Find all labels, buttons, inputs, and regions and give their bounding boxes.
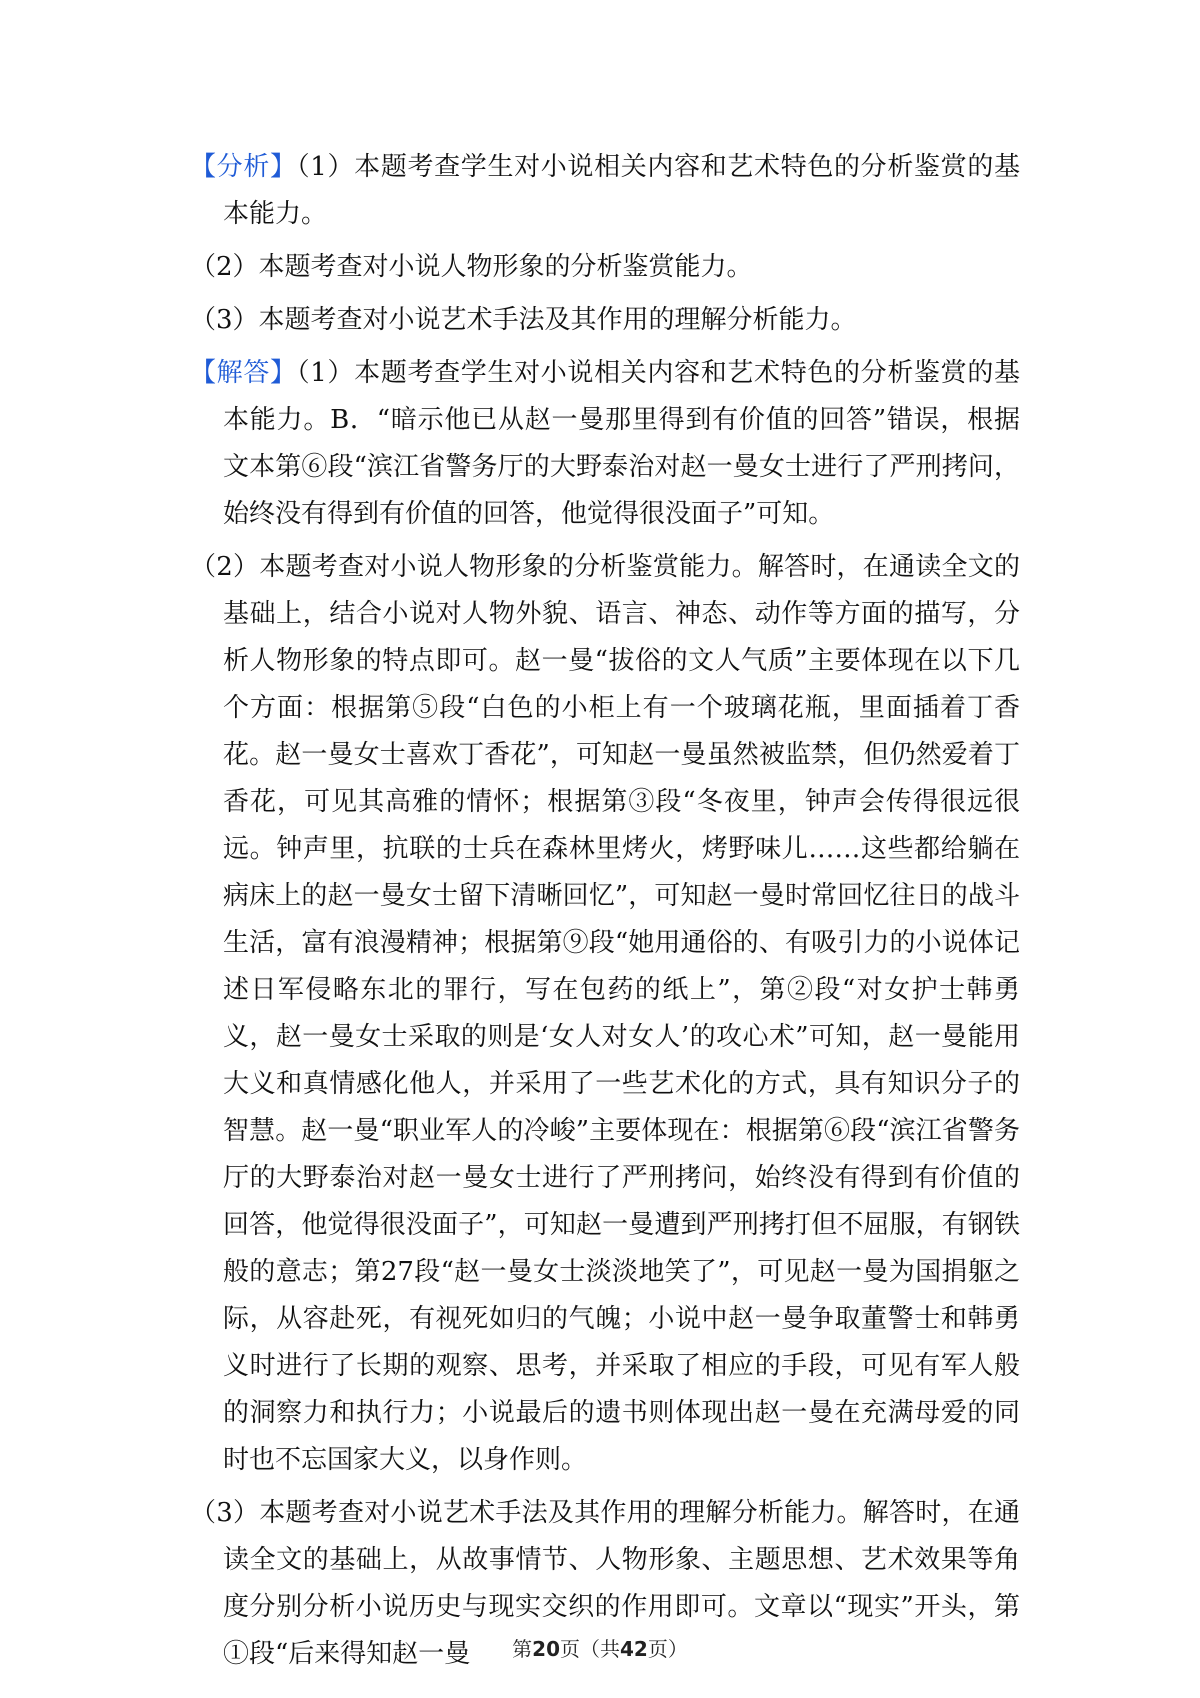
page-footer	[0, 1633, 1200, 1662]
analysis-paragraph-3: （3）本题考查对小说艺术手法及其作用的理解分析能力。	[190, 305, 857, 335]
footer-prefix: 第	[512, 1637, 533, 1661]
answer-text-1: （1）本题考查学生对小说相关内容和艺术特色的分析鉴赏的基本能力。B．“暗示他已从赵一曼那里得到有价值的回答”错误，根据文本第⑥段“滨江省警务厅的大野泰治对赵一曼女士进行了严刑拷问，始终没有得到有价值的回答，他觉得很没面子”可知。	[223, 358, 1020, 529]
footer-middle: 页（共	[560, 1637, 620, 1661]
footer-total-pages: 42	[620, 1637, 648, 1661]
footer-page-number: 20	[532, 1637, 560, 1661]
analysis-paragraph-1	[190, 144, 1020, 238]
analysis-text-1: （1）本题考查学生对小说相关内容和艺术特色的分析鉴赏的基本能力。	[223, 152, 1020, 229]
footer-suffix: 页）	[647, 1637, 688, 1661]
answer-paragraph-1	[190, 350, 1020, 538]
page-content	[190, 144, 1020, 1684]
answer-tag: 【解答】	[190, 358, 297, 388]
answer-paragraph-3: （3）本题考查对小说艺术手法及其作用的理解分析能力。解答时，在通读全文的基础上，从故事情节、人物形象、主题思想、艺术效果等角度分别分析小说历史与现实交织的作用即可。文章以“现实”开头，第①段“后来得知赵一曼	[190, 1498, 1020, 1669]
answer-paragraph-2: （2）本题考查对小说人物形象的分析鉴赏能力。解答时，在通读全文的基础上，结合小说对人物外貌、语言、神态、动作等方面的描写，分析人物形象的特点即可。赵一曼“拔俗的文人气质”主要体现在以下几个方面：根据第⑤段“白色的小柜上有一个玻璃花瓶，里面插着丁香花。赵一曼女士喜欢丁香花”，可知赵一曼虽然被监禁，但仍然爱着丁香花，可见其高雅的情怀；根据第③段“冬夜里，钟声会传得很远很远。钟声里，抗联的士兵在森林里烤火，烤野味儿……这些都给躺在病床上的赵一曼女士留下清晰回忆”，可知赵一曼时常回忆往日的战斗生活，富有浪漫精神；根据第⑨段“她用通俗的、有吸引力的小说体记述日军侵略东北的罪行，写在包药的纸上”，第②段“对女护士韩勇义，赵一曼女士采取的则是‘女人对女人’的攻心术”可知，赵一曼能用大义和真情感化他人，并采用了一些艺术化的方式，具有知识分子的智慧。赵一曼“职业军人的冷峻”主要体现在：根据第⑥段“滨江省警务厅的大野泰治对赵一曼女士进行了严刑拷问，始终没有得到有价值的回答，他觉得很没面子”，可知赵一曼遭到严刑拷打但不屈服，有钢铁般的意志；第27段“赵一曼女士淡淡地笑了”，可见赵一曼为国捐躯之际，从容赴死，有视死如归的气魄；小说中赵一曼争取董警士和韩勇义时进行了长期的观察、思考，并采取了相应的手段，可见有军人般的洞察力和执行力；小说最后的遗书则体现出赵一曼在充满母爱的同时也不忘国家大义，以身作则。	[190, 552, 1020, 1475]
analysis-tag: 【分析】	[190, 152, 297, 182]
analysis-paragraph-2: （2）本题考查对小说人物形象的分析鉴赏能力。	[190, 252, 753, 282]
